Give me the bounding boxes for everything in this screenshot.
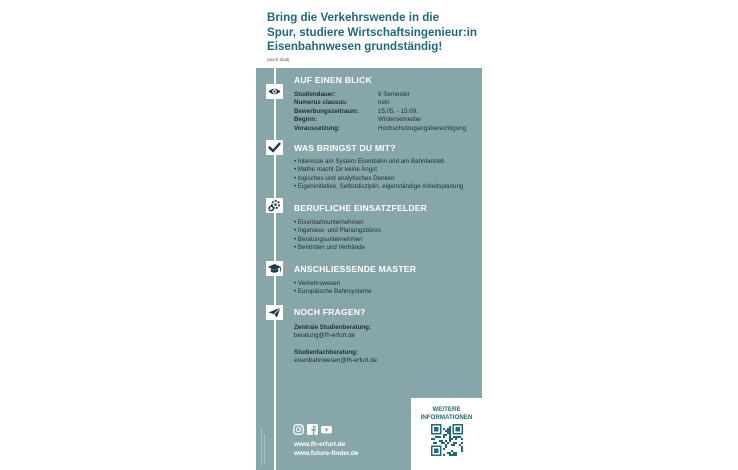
master-list bbox=[294, 280, 372, 297]
more-info-line-2: INFORMATIONEN bbox=[420, 414, 473, 421]
careers-list bbox=[294, 219, 381, 253]
more-info-box bbox=[411, 398, 482, 470]
central-advice-label: Zentrale Studienberatung: bbox=[294, 324, 372, 331]
overview-key: Voraussetzung: bbox=[294, 124, 340, 132]
list-item: • Interesse am System Eisenbahn und am Bahnbetrieb bbox=[294, 158, 463, 166]
overview-value: Wintersemester bbox=[378, 116, 422, 124]
list-item: • logisches und analytisches Denken bbox=[294, 175, 463, 183]
overview-value: Hochschulzugangsberechtigung bbox=[378, 124, 467, 132]
section-title-master: ANSCHLIESSENDE MASTER bbox=[294, 264, 417, 274]
overview-value: 6 Semester bbox=[378, 91, 410, 98]
eye-icon bbox=[266, 84, 283, 99]
facebook-icon[interactable] bbox=[307, 424, 318, 435]
list-item: • Europäische Bahnsysteme bbox=[294, 288, 372, 296]
overview-key: Beginn: bbox=[294, 116, 318, 124]
paper-plane-icon bbox=[266, 305, 283, 320]
requirements-list bbox=[294, 158, 463, 192]
title-line-1: Bring die Verkehrswende in die bbox=[267, 11, 440, 24]
gear-icon bbox=[266, 198, 283, 213]
subject-advice-label: Studienfachberatung: bbox=[294, 348, 358, 356]
overview-key: Bewerbungszeitraum: bbox=[294, 107, 359, 115]
more-info-line-1: WEITERE bbox=[432, 406, 461, 413]
youtube-icon[interactable] bbox=[321, 424, 332, 435]
flyer-panel bbox=[256, 0, 482, 470]
section-title-contact: NOCH FRAGEN? bbox=[294, 307, 366, 317]
link-future-finder[interactable]: www.future-finder.de bbox=[294, 450, 359, 457]
flyer-title bbox=[267, 11, 477, 55]
overview-row bbox=[294, 91, 482, 99]
overview-value: 15.05. - 15.09. bbox=[378, 107, 418, 115]
overview-value: nein bbox=[378, 99, 390, 107]
print-credit-mark bbox=[259, 428, 267, 466]
overview-key: Studiendauer: bbox=[294, 91, 336, 98]
link-fh-erfurt[interactable]: www.fh-erfurt.de bbox=[294, 441, 346, 448]
instagram-icon[interactable] bbox=[293, 424, 304, 435]
list-item: • Mathe macht Dir keine Angst bbox=[294, 166, 463, 174]
list-item: • Behörden und Verbände bbox=[294, 244, 381, 252]
central-advice-email[interactable]: beratung@fh-erfurt.de bbox=[294, 332, 355, 340]
flyer-subtitle: (auch dual) bbox=[267, 57, 290, 62]
checkmark-icon bbox=[266, 140, 283, 155]
social-links bbox=[293, 424, 332, 435]
overview-row bbox=[294, 125, 482, 133]
overview-row bbox=[294, 99, 482, 107]
title-line-2: Spur, studiere Wirtschaftsingenieur:in bbox=[267, 25, 477, 39]
overview-key: Numerus clausus: bbox=[294, 99, 348, 107]
list-item: • Verkehrswesen bbox=[294, 280, 372, 288]
more-info-label bbox=[411, 406, 482, 422]
overview-row bbox=[294, 108, 482, 116]
title-line-3: Eisenbahnwesen grundständig! bbox=[267, 40, 443, 53]
graduation-cap-icon bbox=[266, 261, 283, 276]
overview-table bbox=[294, 91, 482, 133]
section-title-requirements: WAS BRINGST DU MIT? bbox=[294, 143, 396, 153]
website-links bbox=[294, 440, 358, 458]
section-title-overview: AUF EINEN BLICK bbox=[294, 75, 372, 85]
flyer-header bbox=[256, 0, 482, 68]
overview-row bbox=[294, 116, 482, 124]
spacer bbox=[294, 341, 377, 349]
subject-advice-email[interactable]: eisenbahnwesen@fh-erfurt.de bbox=[294, 357, 377, 365]
list-item: • Beratungsunternehmen bbox=[294, 236, 381, 244]
section-title-careers: BERUFLICHE EINSATZFELDER bbox=[294, 203, 428, 213]
list-item: • Eisenbahnunternehmen bbox=[294, 219, 381, 227]
qr-code-icon[interactable] bbox=[431, 424, 463, 456]
list-item: • Eigeninitiative, Selbstdisziplin, eigenständige Arbeitsplanung bbox=[294, 183, 463, 191]
list-item: • Ingenieur- und Planungsbüros bbox=[294, 227, 381, 235]
contact-block bbox=[294, 324, 377, 366]
